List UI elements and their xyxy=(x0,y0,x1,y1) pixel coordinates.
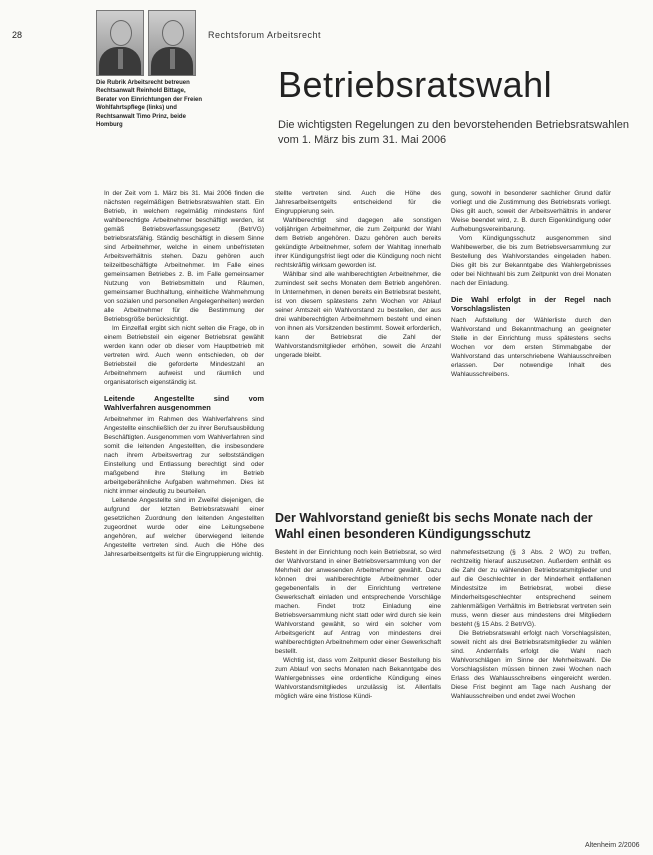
subheading: Die Wahl erfolgt in der Regel nach Vorschlagslisten xyxy=(451,295,611,313)
subheading: Leitende Angestellte sind vom Wahlverfahren ausgenommen xyxy=(104,394,264,412)
article-title: Betriebsratswahl xyxy=(278,64,553,105)
paragraph: Wählbar sind alle wahlberechtigten Arbeitnehmer, die zumindest seit sechs Monaten dem Betrieb angehören. In Unternehmen, in denen bereits ein Betriebsrat besteht, ist von diesem spätestens zehn Wochen vor Ablauf seiner Amtszeit ein Wahlvorstand zu bestellen, der aus drei wahlberechtigten Arbeitnehmern besteht und einen von ihnen als Vorsitzenden bestimmt. Soweit erforderlich, kann der Betriebsrat die Zahl der Wahlvorstandsmitglieder erhöhen, soweit die Anzahl ungerade bleibt. xyxy=(275,271,441,359)
article-headline: Der Wahlvorstand genießt bis sechs Monate nach der Wahl einen besonderen Kündigungsschutz xyxy=(275,511,593,541)
page-number: 28 xyxy=(12,30,23,40)
paragraph: In der Zeit vom 1. März bis 31. Mai 2006 finden die nächsten regelmäßigen Betriebsratswahlen statt. Ein Betrieb, in welchem regelmäßig mindestens fünf wahlberechtigte Arbeitnehmer beschäftigt werden, ist gemäß Betriebsverfassungsgesetz (BetrVG) betriebsratsfähig. Ständig beschäftigt in diesem Sinne sind Arbeitnehmer, welche in einem unbefristeten Arbeitsverhältnis stehen. Dazu gehören auch teilzeitbeschäftigte Arbeitnehmer. Im Falle eines gemeinsamen Betriebes z. B. im Falle gemeinsamer Nutzung von Betriebsmitteln und Räumen, gemeinsamer Buchhaltung, einheitliche Wahrnehmung von sozialen und personellen Angelegenheiten) werden alle Arbeitnehmer für die Bestimmung der Betriebsgröße berücksichtigt. xyxy=(104,190,264,323)
paragraph: Wichtig ist, dass vom Zeitpunkt dieser Bestellung bis zum Ablauf von sechs Monaten nach Bekanntgabe des Wahlergebnisses eine ordentliche Kündigung eines Wahlvorstandsmitgliedes unzulässig ist. Allenfalls möglich wäre eine fristlose Kündi- xyxy=(275,657,441,700)
paragraph: Die Betriebsratswahl erfolgt nach Vorschlagslisten, soweit nicht als drei Betriebsratsmitglieder zu wählen sind. Andernfalls erfolgt die Wahl nach Wahlvorschlägen im Sinne der Mehrheitswahl. Die Vorschlagslisten müssen binnen zwei Wochen nach Erlass des Wahlausschreibens eingereicht werden. Diese Frist beginnt am Tage nach Aushang der Wahlausschreiben und endet zwei Wochen xyxy=(451,630,611,700)
column-3 xyxy=(451,189,611,501)
column-3-lower xyxy=(451,548,611,830)
paragraph: gung, sowohl in besonderer sachlicher Grund dafür vorliegt und die Zustimmung des Betriebsrats vorliegt. Dies gilt auch, soweit der Arbeitsverhältnis in anderer Weise beendet wird, z. B. durch Eigenkündigung oder Aufhebungsvereinbarung. xyxy=(451,190,611,233)
photo-caption: Die Rubrik Arbeitsrecht betreuen Rechtsanwalt Reinhold Bittage, Berater von Einrichtungen der Freien Wohlfahrtspflege (links) und Rechtsanwalt Timo Prinz, beide Homburg xyxy=(96,80,203,129)
portrait-photo-left xyxy=(96,10,144,76)
paragraph: nahmefestsetzung (§ 3 Abs. 2 WO) zu treffen, rechtzeitig hierauf auszusetzen. Außerdem enthält es die Zahl der zu wählenden Betriebsratsmitglieder und auf die Geschlechter in der Minderheit entfallenen Mindestsitze im Betriebsrat, wobei diese Minderheitsgeschlechter entsprechend seinem zahlenmäßigen Verhältnis im Betriebsrat vertreten sein muss, wenn dieser aus mindestens drei Mitgliedern besteht (§ 15 Abs. 2 BetrVG). xyxy=(451,549,611,628)
paragraph: Wahlberechtigt sind dagegen alle sonstigen volljährigen Arbeitnehmer, die zum Zeitpunkt der Wahl dem Betrieb angehören. Dazu gehören auch bereits gekündigte Arbeitnehmer, sofern der Wahltag innerhalb ihrer Kündigungsfrist liegt oder die Kündigung noch nicht rechtskräftig wirksam geworden ist. xyxy=(275,217,441,269)
paragraph: stellte vertreten sind. Auch die Höhe des Jahresarbeitsentgelts entscheidend für die Eingruppierung sein. xyxy=(275,190,441,215)
column-2 xyxy=(275,189,441,501)
paragraph: Leitende Angestellte sind im Zweifel diejenigen, die aufgrund der letzten Betriebsratswahl einer gesetzlichen Zuordnung den leitenden Angestellten zugeordnet wurde oder eine Leitungsebene angehören, auf welcher überwiegend leitende Angestellte vertreten sind. Auch die Höhe des Jahresarbeitsentgelts ist für die Eingruppierung wichtig. xyxy=(104,497,264,558)
paragraph: Vom Kündigungsschutz ausgenommen sind Wahlbewerber, die bis zum Betriebsversammlung zur Bestellung des Wahlvorstandes eingeladen haben. Dies gilt bis zur Bekanntgabe des Wahlergebnisses oder bei Nichtwahl bis zum Zeitpunkt von drei Monaten nach der Einladung. xyxy=(451,235,611,287)
portrait-photo-right xyxy=(148,10,196,76)
paragraph: Im Einzelfall ergibt sich nicht selten die Frage, ob in einem Betriebsteil ein eigener Betriebsrat gewählt werden kann oder ob dieser vom Hauptbetrieb mit vertreten wird. Auch wenn entschieden, ob der Betriebsteil die geforderte Mindestzahl an Arbeitnehmern aufweist und räumlich und organisatorisch eigenständig ist. xyxy=(104,325,264,386)
column-2-lower xyxy=(275,548,441,830)
footer-issue: Altenheim 2/2006 xyxy=(585,842,640,849)
column-1 xyxy=(104,189,264,831)
section-header: Rechtsforum Arbeitsrecht xyxy=(208,30,322,40)
paragraph: Arbeitnehmer im Rahmen des Wahlverfahrens sind Angestellte einschließlich der zu ihrer Berufsausbildung Beschäftigten. Ausgenommen vom Wahlverfahren sind somit die leitenden Angestellten, die insbesondere nach ihrem Arbeitsvertrag zur selbstständigen Einstellung und Entlassung berechtigt sind oder maßgebend ihre Stellung im Betrieb arbeitgeberähnliche Aufgaben wahrnehmen. Dies ist nicht immer eindeutig zu beurteilen. xyxy=(104,416,264,495)
article-subtitle: Die wichtigsten Regelungen zu den bevorstehenden Betriebsratswahlen vom 1. März bis zum 31. Mai 2006 xyxy=(278,119,630,146)
paragraph: Nach Aufstellung der Wählerliste durch den Wahlvorstand und Bekanntmachung an geeigneter Stelle in der Einrichtung muss spätestens sechs Wochen vor dem ersten Stimmabgabe der Wahlvorstand das unterschriebene Wahlausschreiben erlassen. Der notwendige Inhalt des Wahlausschreibens. xyxy=(451,317,611,378)
paragraph: Besteht in der Einrichtung noch kein Betriebsrat, so wird der Wahlvorstand in einer Betriebsversammlung von der Mehrheit der anwesenden Arbeitnehmer gewählt. Dazu können drei wahlberechtigte Arbeitnehmer oder gegebenenfalls in der Einrichtung vertretene Gewerkschaft einladen und entsprechende Vorschläge machen. Findet trotz Einladung eine Betriebsversammlung nicht statt oder wird durch sie kein Wahlvorstand gewählt, so wird ein solcher vom Arbeitsgericht auf Antrag von mindestens drei wahlberechtigten Arbeitnehmern oder einer Gewerkschaft bestellt. xyxy=(275,549,441,655)
